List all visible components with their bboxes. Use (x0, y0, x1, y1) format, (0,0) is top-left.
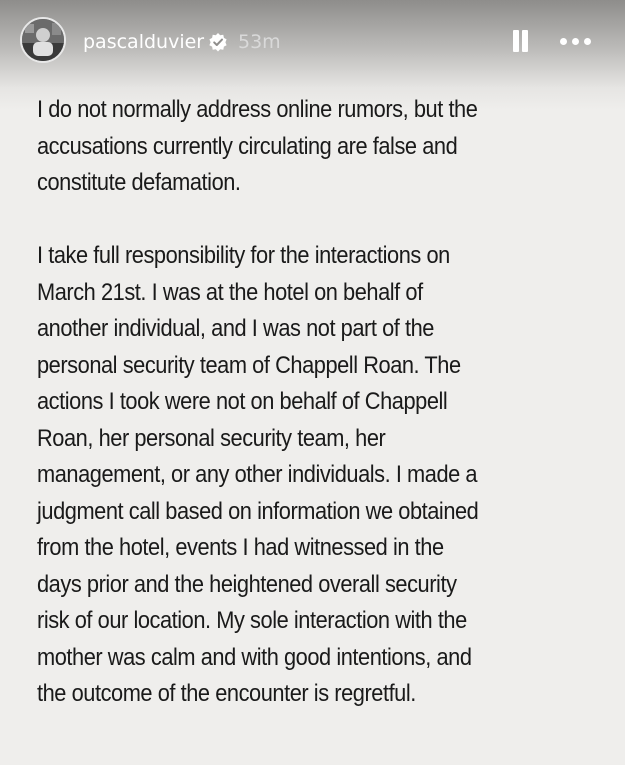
avatar[interactable] (20, 17, 66, 63)
text-line: from the hotel, events I had witnessed in the (37, 534, 444, 561)
username[interactable]: pascalduvier (83, 31, 205, 53)
text-line: accusations currently circulating are false and (37, 132, 458, 160)
verified-badge-icon (208, 32, 228, 52)
text-line: personal security team of Chappell Roan. The (37, 351, 461, 379)
text-line: I take full responsibility for the interactions on (37, 242, 450, 269)
avatar-image (22, 19, 64, 61)
text-line: another individual, and I was not part of the (37, 315, 434, 342)
paragraph-gap (37, 202, 549, 239)
text-line: actions I took were not on behalf of Chappell (37, 388, 448, 415)
story-timestamp: 53m (238, 31, 281, 53)
story-header (0, 0, 625, 84)
text-line: I do not normally address online rumors, but the (37, 96, 478, 123)
text-line: management, or any other individuals. I made a (37, 461, 478, 488)
text-line: days prior and the heightened overall security (37, 570, 457, 598)
text-line: the outcome of the encounter is regretful. (37, 680, 416, 707)
text-line: March 21st. I was at the hotel on behalf of (37, 278, 423, 306)
pause-icon[interactable] (505, 26, 535, 56)
text-line: Roan, her personal security team, her (37, 424, 386, 452)
text-line: risk of our location. My sole interaction with the (37, 607, 467, 634)
more-options-icon[interactable] (556, 28, 596, 54)
text-line: mother was calm and with good intentions, and (37, 643, 472, 671)
text-line: judgment call based on information we obtained (37, 497, 479, 525)
story-text (37, 92, 549, 713)
text-line: constitute defamation. (37, 169, 241, 196)
